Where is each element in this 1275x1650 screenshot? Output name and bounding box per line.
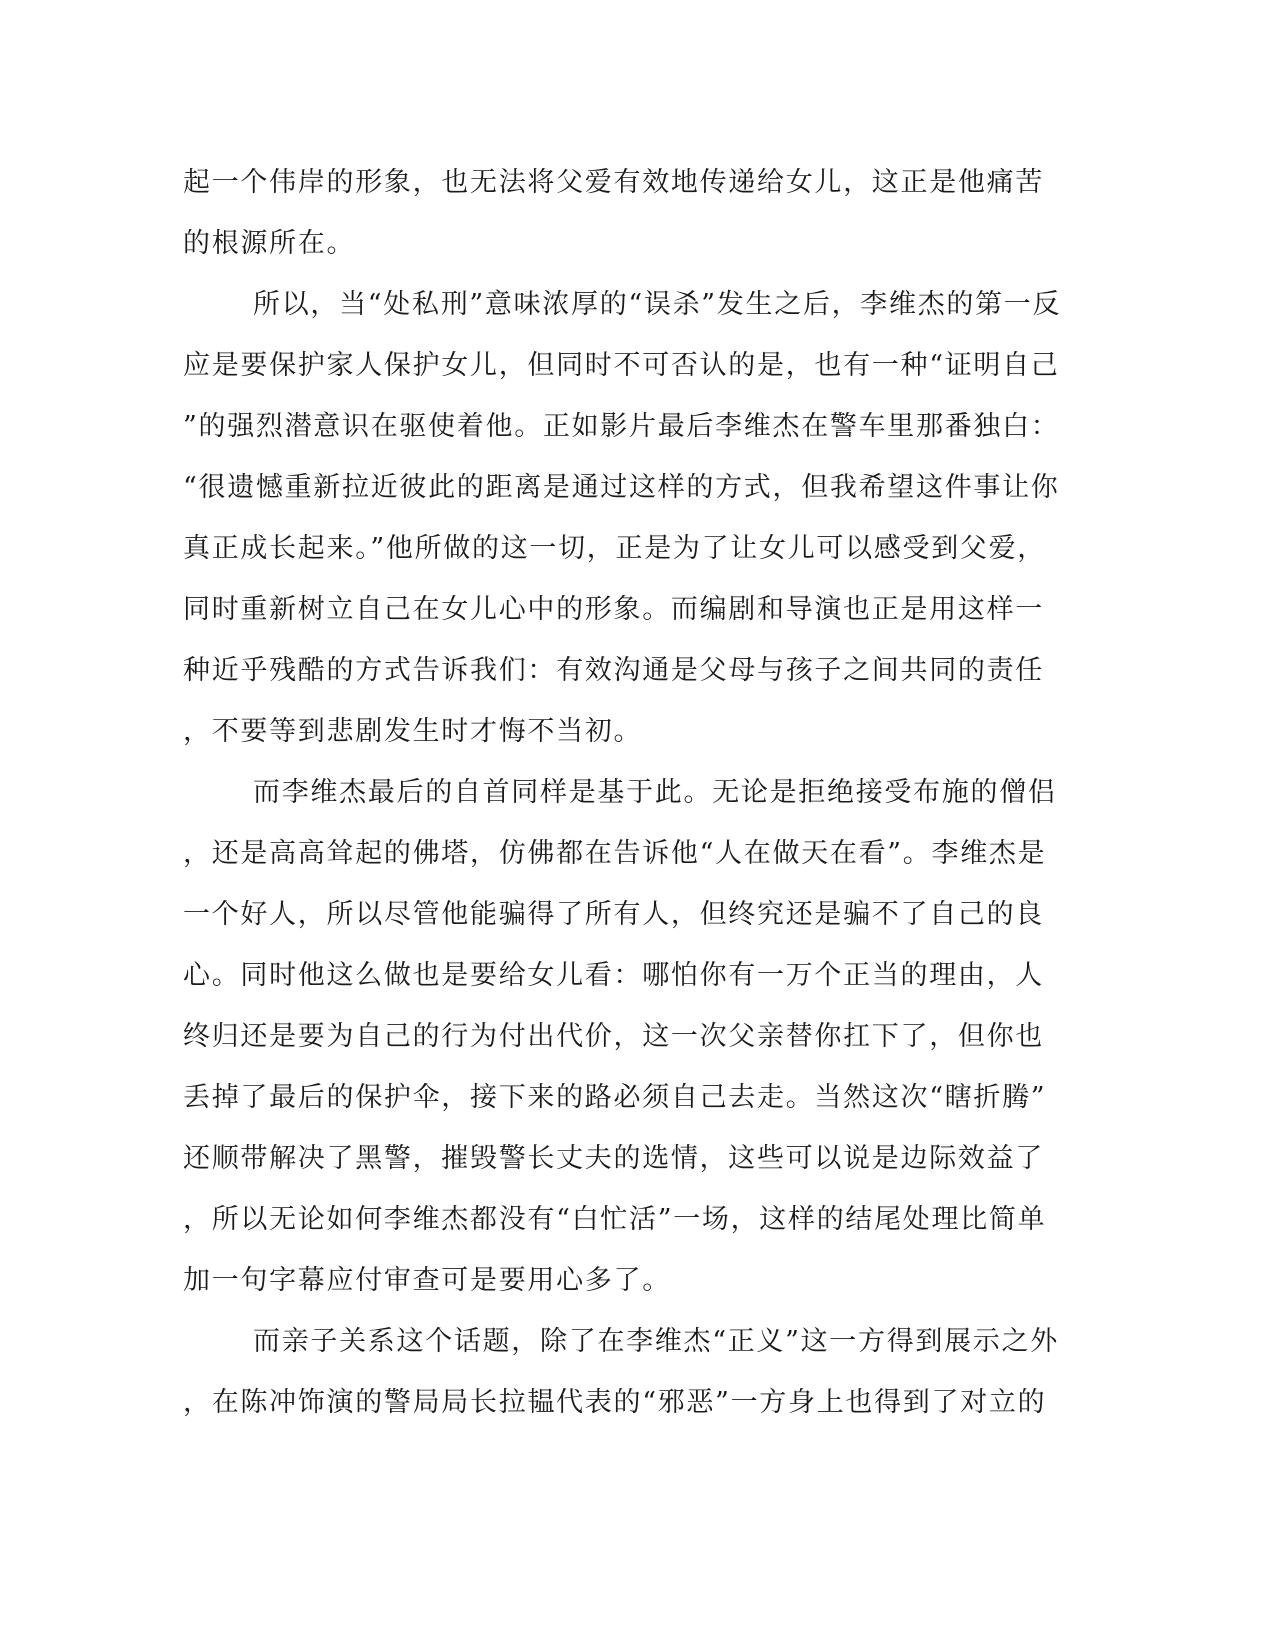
- text-line: 还顺带解决了黑警，摧毁警长丈夫的选情，这些可以说是边际效益了: [183, 1143, 1044, 1174]
- text-line: 心。同时他这么做也是要给女儿看：哪怕你有一万个正当的理由，人: [183, 960, 1044, 991]
- text-line: 同时重新树立自己在女儿心中的形象。而编剧和导演也正是用这样一: [183, 594, 1044, 625]
- text-line: 真正成长起来。”他所做的这一切，正是为了让女儿可以感受到父爱，: [183, 533, 1047, 564]
- body-text: [183, 152, 1063, 1433]
- paragraph-first-line: 而亲子关系这个话题，除了在李维杰“正义”这一方得到展示之外: [253, 1326, 1059, 1357]
- text-line: 丢掉了最后的保护伞，接下来的路必须自己去走。当然这次“瞎折腾”: [183, 1082, 1047, 1113]
- text-line: 起一个伟岸的形象，也无法将父爱有效地传递给女儿，这正是他痛苦: [183, 167, 1044, 198]
- text-line: “很遗憾重新拉近彼此的距离是通过这样的方式，但我希望这件事让你: [183, 472, 1060, 503]
- text-line: 加一句字幕应付审查可是要用心多了。: [183, 1265, 671, 1296]
- text-line: 应是要保护家人保护女儿，但同时不可否认的是，也有一种“证明自己: [183, 350, 1060, 381]
- text-line: ，所以无论如何李维杰都没有“白忙活”一场，这样的结尾处理比简单: [183, 1204, 1047, 1235]
- paragraph-first-line: 所以，当“处私刑”意味浓厚的“误杀”发生之后，李维杰的第一反: [253, 289, 1062, 320]
- text-line: ”的强烈潜意识在驱使着他。正如影片最后李维杰在警车里那番独白：: [183, 411, 1060, 442]
- text-line: ，不要等到悲剧发生时才悔不当初。: [183, 716, 643, 747]
- paragraph-first-line: 而李维杰最后的自首同样是基于此。无论是拒绝接受布施的僧侣: [253, 777, 1057, 808]
- text-line: 的根源所在。: [183, 228, 356, 259]
- text-line: ，在陈冲饰演的警局局长拉韫代表的“邪恶”一方身上也得到了对立的: [183, 1387, 1047, 1418]
- text-line: ，还是高高耸起的佛塔，仿佛都在告诉他“人在做天在看”。李维杰是: [183, 838, 1047, 869]
- text-line: 种近乎残酷的方式告诉我们：有效沟通是父母与孩子之间共同的责任: [183, 655, 1044, 686]
- text-line: 终归还是要为自己的行为付出代价，这一次父亲替你扛下了，但你也: [183, 1021, 1044, 1052]
- text-line: 一个好人，所以尽管他能骗得了所有人，但终究还是骗不了自己的良: [183, 899, 1044, 930]
